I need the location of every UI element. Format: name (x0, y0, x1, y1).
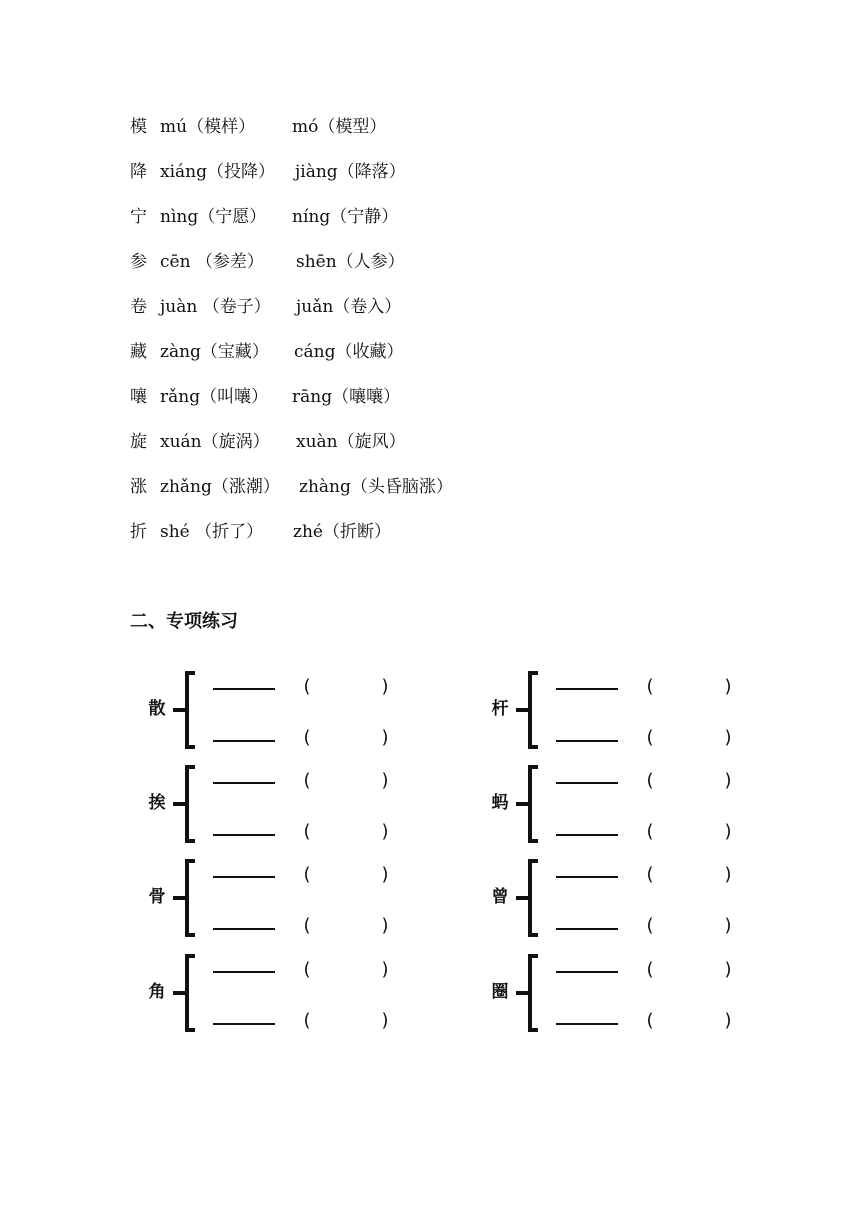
brace-icon (169, 856, 213, 940)
paren-open: ( (646, 770, 654, 791)
paren-close: ) (381, 770, 389, 791)
paren-close: ) (724, 727, 732, 748)
paren-close: ) (381, 821, 389, 842)
brace-icon (512, 951, 556, 1035)
answer-blank[interactable] (213, 834, 275, 836)
entry-char: 卷 (130, 297, 147, 317)
answer-blank[interactable] (556, 1023, 618, 1025)
paren-close: ) (724, 676, 732, 697)
entry-char: 嚷 (130, 387, 147, 407)
answer-blank[interactable] (213, 928, 275, 930)
entry-reading-1: shé （折了） (160, 522, 264, 542)
entry-char: 宁 (130, 207, 147, 227)
entry-char: 降 (130, 162, 147, 182)
paren-close: ) (381, 864, 389, 885)
entry-reading-2: jiàng（降落） (295, 162, 406, 182)
exercise-item (133, 762, 493, 846)
entry-reading-1: xiáng（投降） (160, 162, 275, 182)
exercise-char: 角 (148, 982, 166, 1002)
entry-reading-2: rāng（嚷嚷） (292, 387, 401, 407)
exercise-char: 骨 (148, 887, 166, 907)
entry-reading-2: cáng（收藏） (294, 342, 404, 362)
exercise-item (476, 668, 836, 752)
entry-reading-2: juǎn（卷入） (296, 297, 402, 317)
entry-char: 折 (130, 522, 147, 542)
answer-blank[interactable] (213, 1023, 275, 1025)
exercise-char: 蚂 (491, 793, 509, 813)
paren-close: ) (724, 915, 732, 936)
answer-blank[interactable] (556, 928, 618, 930)
answer-blank[interactable] (556, 782, 618, 784)
paren-open: ( (646, 864, 654, 885)
brace-icon (169, 668, 213, 752)
paren-open: ( (303, 676, 311, 697)
section-title: 二、专项练习 (130, 611, 238, 632)
answer-blank[interactable] (556, 834, 618, 836)
entry-reading-1: nìng（宁愿） (160, 207, 267, 227)
paren-close: ) (381, 1010, 389, 1031)
paren-open: ( (303, 727, 311, 748)
exercise-char: 散 (148, 699, 166, 719)
exercise-char: 杆 (491, 699, 509, 719)
answer-blank[interactable] (213, 971, 275, 973)
brace-icon (169, 951, 213, 1035)
paren-open: ( (646, 821, 654, 842)
answer-blank[interactable] (213, 740, 275, 742)
entry-reading-1: xuán（旋涡） (160, 432, 270, 452)
exercise-item (133, 951, 493, 1035)
entry-reading-1: juàn （卷子） (160, 297, 271, 317)
entry-reading-2: mó（模型） (292, 117, 387, 137)
answer-blank[interactable] (213, 782, 275, 784)
entry-char: 旋 (130, 432, 147, 452)
paren-open: ( (646, 727, 654, 748)
entry-char: 模 (130, 117, 147, 137)
entry-reading-2: zhàng（头昏脑涨） (299, 477, 453, 497)
paren-open: ( (303, 1010, 311, 1031)
paren-close: ) (381, 676, 389, 697)
paren-open: ( (303, 959, 311, 980)
answer-blank[interactable] (556, 876, 618, 878)
exercise-char: 曾 (491, 887, 509, 907)
answer-blank[interactable] (556, 740, 618, 742)
paren-open: ( (303, 915, 311, 936)
paren-close: ) (381, 915, 389, 936)
entry-char: 藏 (130, 342, 147, 362)
entry-reading-2: xuàn（旋风） (296, 432, 406, 452)
brace-icon (512, 668, 556, 752)
paren-close: ) (724, 864, 732, 885)
entry-reading-2: níng（宁静） (292, 207, 399, 227)
answer-blank[interactable] (213, 876, 275, 878)
paren-close: ) (724, 821, 732, 842)
exercise-char: 圈 (491, 982, 509, 1002)
exercise-char: 挨 (148, 793, 166, 813)
entry-reading-1: zhǎng（涨潮） (160, 477, 280, 497)
exercise-item (476, 762, 836, 846)
paren-open: ( (646, 959, 654, 980)
entry-reading-1: cēn （参差） (160, 252, 264, 272)
paren-close: ) (381, 727, 389, 748)
entry-char: 涨 (130, 477, 147, 497)
paren-close: ) (724, 770, 732, 791)
entry-reading-1: mú（模样） (160, 117, 256, 137)
paren-open: ( (646, 676, 654, 697)
entry-reading-2: shēn（人参） (296, 252, 405, 272)
paren-close: ) (724, 959, 732, 980)
brace-icon (512, 762, 556, 846)
answer-blank[interactable] (213, 688, 275, 690)
paren-open: ( (303, 821, 311, 842)
brace-icon (512, 856, 556, 940)
exercise-item (133, 668, 493, 752)
entry-reading-1: zàng（宝藏） (160, 342, 269, 362)
answer-blank[interactable] (556, 971, 618, 973)
paren-open: ( (303, 770, 311, 791)
paren-open: ( (646, 915, 654, 936)
exercise-item (476, 951, 836, 1035)
paren-open: ( (303, 864, 311, 885)
exercise-item (476, 856, 836, 940)
answer-blank[interactable] (556, 688, 618, 690)
entry-char: 参 (130, 252, 147, 272)
paren-open: ( (646, 1010, 654, 1031)
entry-reading-2: zhé（折断） (293, 522, 391, 542)
exercise-item (133, 856, 493, 940)
paren-close: ) (724, 1010, 732, 1031)
entry-reading-1: rǎng（叫嚷） (160, 387, 269, 407)
brace-icon (169, 762, 213, 846)
paren-close: ) (381, 959, 389, 980)
